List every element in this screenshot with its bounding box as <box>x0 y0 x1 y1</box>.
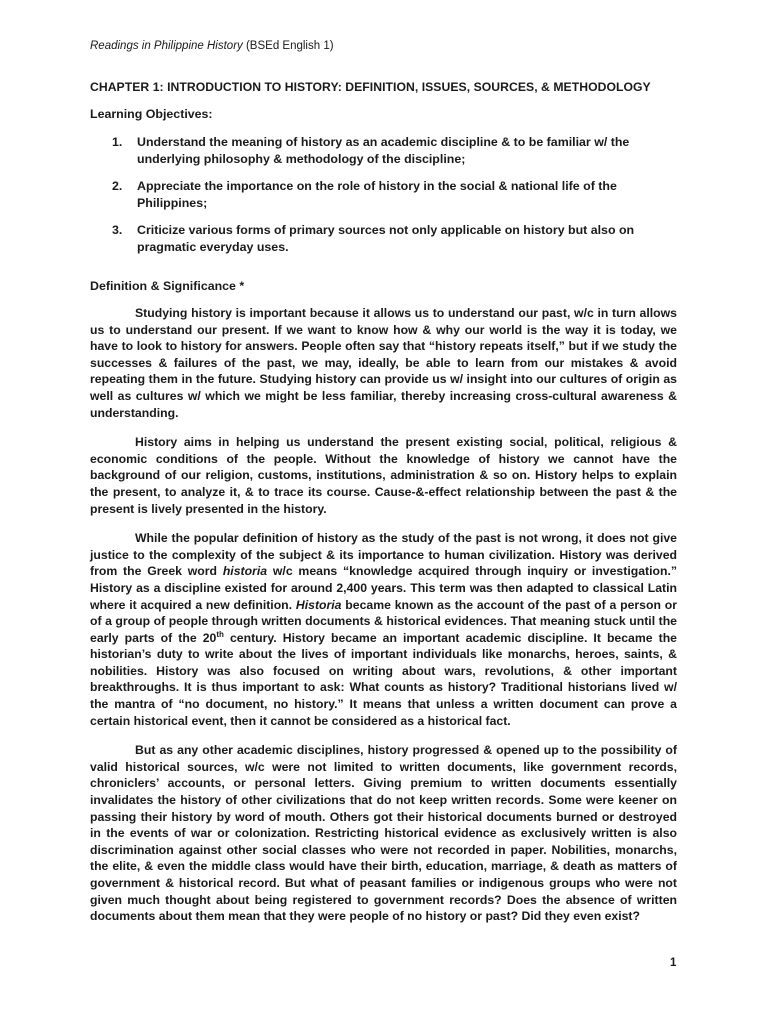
objective-number: 3. <box>112 223 123 237</box>
p3-text-e: became known as the account of the past of a person or of a group of people through written documents & historical evidences. That meaning stuck until the early parts of the 20 <box>90 597 677 645</box>
paragraph-1: Studying history is important because it allows us to understand our past, w/c in turn allows us to understand our present. If we want to know how & why our world is the way it is today, we have to look to history for answers. People often say that “history repeats itself,” but if we study the successes & failures of the past, we may, ideally, be able to learn from our mistakes & avoid repeating them in the future. Studying history can provide us w/ insight into our cultures of origin as well as cultures w/ which we might be less familiar, thereby increasing cross-cultural awareness & understanding. <box>90 306 677 420</box>
paragraph-2: History aims in helping us understand the present existing social, political, religious & economic conditions of the people. Without the knowledge of history we cannot have the background of our religion, customs, institutions, administration & so on. History helps to explain the present, to analyze it, & to trace its course. Cause-&-effect relationship between the past & the present is lively presented in the history. <box>90 435 677 516</box>
objective-text: Understand the meaning of history as an academic discipline & to be familiar w/ the underlying philosophy & methodology of the discipline; <box>137 135 630 166</box>
course-title: Readings in Philippine History <box>90 40 243 52</box>
running-header <box>90 39 334 53</box>
objective-item <box>90 134 680 167</box>
p3-superscript: th <box>216 629 224 639</box>
section-body <box>90 305 677 938</box>
objective-item <box>90 222 680 255</box>
objective-text: Criticize various forms of primary sources not only applicable on history but also on pragmatic everyday uses. <box>137 223 635 254</box>
objective-item <box>90 178 680 211</box>
p3-text-f: century. History became an important academic discipline. It became the historian’s duty to write about the lives of important individuals like monarchs, heroes, saints, & nobilities. History was also focused on writing about wars, revolutions, & other important breakthroughs. It is thus important to ask: What counts as history? Traditional historians lived w/ the mantra of “no document, no history.” It means that unless a written document can prove a certain historical event, then it cannot be considered as a historical fact. <box>90 630 678 728</box>
objective-text: Appreciate the importance on the role of history in the social & national life of the Philippines; <box>137 179 617 210</box>
p3-text-a: While the popular definition of history as the study of the past is not wrong, it does not give justice to the complexity of the subject & its importance to human civilization. History was derived from the Greek word <box>90 531 677 579</box>
course-code: (BSEd English 1) <box>242 40 334 52</box>
chapter-title: CHAPTER 1: INTRODUCTION TO HISTORY: DEFINITION, ISSUES, SOURCES, & METHODOLOGY <box>90 80 651 94</box>
paragraph-3 <box>90 530 677 729</box>
p3-text-c: w/c means “knowledge acquired through inquiry or investigation.” History as a discipline existed for around 2,400 years. This term was then adapted to classical Latin where it acquired a new definition. <box>90 564 677 612</box>
section-heading: Definition & Significance * <box>90 279 245 293</box>
page-number: 1 <box>670 957 677 969</box>
paragraph-4: But as any other academic disciplines, history progressed & opened up to the possibility of valid historical sources, w/c were not limited to written documents, like government records, chroniclers’ accounts, or personal letters. Giving premium to written documents essentially invalidates the history of other civilizations that do not keep written records. Some were keener on passing their history by word of mouth. Others got their historical documents burned or destroyed in the events of war or colonization. Restricting historical evidence as exclusively written is also discrimination against other social classes who were not recorded in paper. Nobilities, monarchs, the elite, & even the middle class would have their birth, education, marriage, & death as matters of government & historical record. But what of peasant families or indigenous groups who were not given much thought about being registered to government records? Does the absence of written documents about them mean that they were people of no history or past? Did they even exist? <box>90 743 677 924</box>
objective-number: 2. <box>112 179 123 193</box>
learning-objectives-heading: Learning Objectives: <box>90 107 213 121</box>
learning-objectives-list <box>90 134 680 266</box>
objective-number: 1. <box>112 135 123 149</box>
p3-term-historia-cap: Historia <box>295 597 342 612</box>
p3-term-historia: historia <box>222 564 268 579</box>
